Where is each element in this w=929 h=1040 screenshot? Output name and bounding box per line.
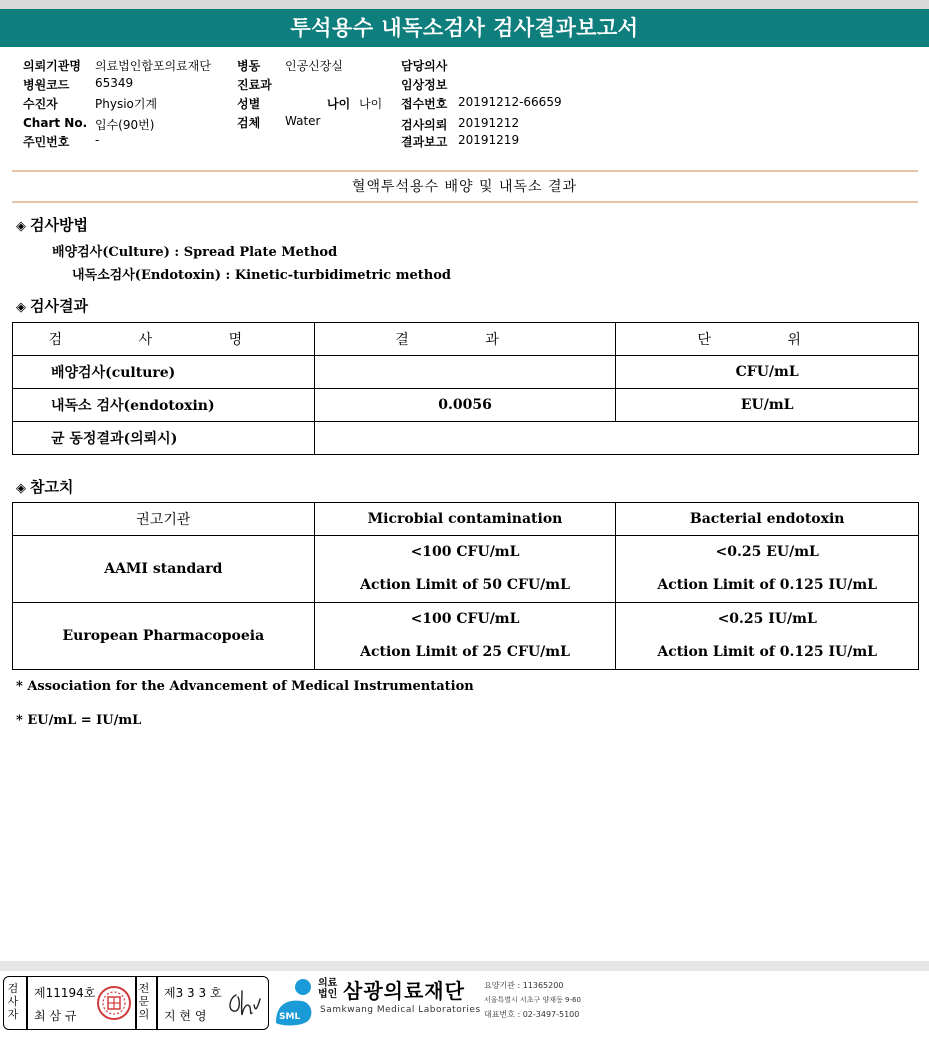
- results-table: [12, 322, 919, 455]
- age-value: 나이: [359, 97, 383, 111]
- org-english-name: Samkwang Medical Laboratories: [320, 1005, 481, 1015]
- divider: [12, 170, 918, 172]
- info-label: 임상정보: [401, 78, 448, 92]
- identification-name: 균 동정결과(의뢰시): [13, 422, 315, 455]
- microbial-value: <100 CFU/mL: [410, 611, 520, 627]
- info-label: 주민번호: [23, 135, 70, 149]
- info-value: 20191219: [458, 133, 520, 147]
- endotoxin-action-limit: Action Limit of 0.125 IU/mL: [657, 577, 878, 593]
- test-name: 내독소 검사(endotoxin): [13, 389, 315, 422]
- info-label: 접수번호: [401, 97, 448, 111]
- info-value: 65349: [95, 76, 134, 90]
- specialist-license: 제3 3 3 호: [164, 986, 222, 1000]
- endotoxin-value: <0.25 IU/mL: [717, 611, 817, 627]
- diamond-bullet-icon: ◈: [16, 481, 26, 496]
- sml-logo-icon: [272, 977, 316, 1027]
- seal-icon: [96, 985, 132, 1021]
- specialist-name: 지 현 영: [164, 1009, 207, 1023]
- table-header-row: [13, 503, 919, 536]
- divider: [26, 977, 28, 1029]
- info-value: 의료법인합포의료재단: [95, 59, 211, 73]
- footnote-aami: * Association for the Advancement of Medical Instrumentation: [16, 679, 474, 694]
- org-address: 서울특별시 서초구 양재동 9-60: [484, 996, 581, 1004]
- method-heading: [16, 214, 88, 235]
- signature-icon: [226, 987, 264, 1019]
- info-value: Physio기계: [95, 97, 158, 111]
- endotoxin-limit: [616, 603, 919, 670]
- org-phone: 대표번호 : 02-3497-5100: [484, 1010, 580, 1019]
- top-strip: [0, 0, 929, 9]
- age-label: 나이: [327, 97, 351, 111]
- diamond-bullet-icon: ◈: [16, 219, 26, 234]
- header-unit: 단 위: [616, 323, 919, 356]
- header-organization: 권고기관: [13, 503, 315, 536]
- reference-heading: [16, 476, 73, 497]
- reference-heading-text: 참고치: [30, 478, 74, 496]
- method-heading-text: 검사방법: [30, 216, 88, 234]
- signature-box: [3, 976, 269, 1030]
- header-microbial: Microbial contamination: [314, 503, 616, 536]
- test-result: [314, 356, 616, 389]
- divider: [12, 201, 918, 203]
- info-label: 결과보고: [401, 135, 448, 149]
- org-name: 삼광의료재단: [343, 979, 465, 1003]
- test-name: 배양검사(culture): [13, 356, 315, 389]
- info-value: 인공신장실: [285, 59, 343, 73]
- info-label: 검사의뢰: [401, 118, 448, 132]
- specialist-label: 전문의: [138, 982, 150, 1021]
- endotoxin-value: <0.25 EU/mL: [715, 544, 819, 560]
- section-subtitle: 혈액투석용수 배양 및 내독소 결과: [351, 179, 578, 195]
- inspector-name: 최 삼 규: [34, 1009, 77, 1023]
- microbial-action-limit: Action Limit of 25 CFU/mL: [360, 644, 570, 660]
- microbial-limit: [314, 536, 616, 603]
- org-type: 의료법인: [318, 978, 338, 1000]
- table-row: [13, 422, 919, 455]
- test-result: 0.0056: [314, 389, 616, 422]
- table-header-row: [13, 323, 919, 356]
- inspector-license: 제11194호: [34, 986, 96, 1000]
- header-result: 결 과: [314, 323, 616, 356]
- info-label: 병동: [237, 59, 261, 73]
- info-label: 의뢰기관명: [23, 59, 81, 73]
- reference-org: European Pharmacopoeia: [13, 603, 315, 670]
- results-heading: [16, 295, 88, 316]
- reference-org: AAMI standard: [13, 536, 315, 603]
- logo-abbr: SML: [279, 1012, 301, 1022]
- results-heading-text: 검사결과: [30, 297, 88, 315]
- diamond-bullet-icon: ◈: [16, 300, 26, 315]
- endotoxin-limit: [616, 536, 919, 603]
- report-title: 투석용수 내독소검사 검사결과보고서: [0, 9, 929, 47]
- microbial-limit: [314, 603, 616, 670]
- method-culture: 배양검사(Culture) : Spread Plate Method: [52, 245, 338, 260]
- info-label: 검체: [237, 116, 261, 130]
- table-row: [13, 603, 919, 670]
- info-value: 20191212-66659: [458, 95, 562, 109]
- info-label: 수진자: [23, 97, 58, 111]
- divider: [135, 977, 137, 1029]
- info-label: Chart No.: [23, 116, 88, 130]
- identification-result: [314, 422, 918, 455]
- institution-code: 요양기관 : 11365200: [484, 981, 564, 990]
- header-endotoxin: Bacterial endotoxin: [616, 503, 919, 536]
- divider: [156, 977, 158, 1029]
- table-row: [13, 356, 919, 389]
- test-unit: CFU/mL: [616, 356, 919, 389]
- info-label: 성별: [237, 97, 261, 111]
- inspector-label: 검사자: [7, 982, 19, 1021]
- reference-table: [12, 502, 919, 670]
- footnote-units: * EU/mL = IU/mL: [16, 713, 142, 728]
- endotoxin-action-limit: Action Limit of 0.125 IU/mL: [657, 644, 878, 660]
- info-value: -: [95, 133, 100, 147]
- table-row: [13, 536, 919, 603]
- info-value: Water: [285, 114, 321, 128]
- info-label: 병원코드: [23, 78, 70, 92]
- footer-strip: [0, 961, 929, 971]
- method-endotoxin: 내독소검사(Endotoxin) : Kinetic-turbidimetric method: [72, 268, 451, 283]
- info-label: 담당의사: [401, 59, 448, 73]
- info-value: 20191212: [458, 116, 520, 130]
- info-value: 입수(90번): [95, 118, 155, 132]
- request-info: [0, 55, 929, 155]
- microbial-action-limit: Action Limit of 50 CFU/mL: [360, 577, 570, 593]
- header-test-name: 검 사 명: [13, 323, 315, 356]
- microbial-value: <100 CFU/mL: [410, 544, 520, 560]
- table-row: [13, 389, 919, 422]
- info-label: 진료과: [237, 78, 272, 92]
- test-unit: EU/mL: [616, 389, 919, 422]
